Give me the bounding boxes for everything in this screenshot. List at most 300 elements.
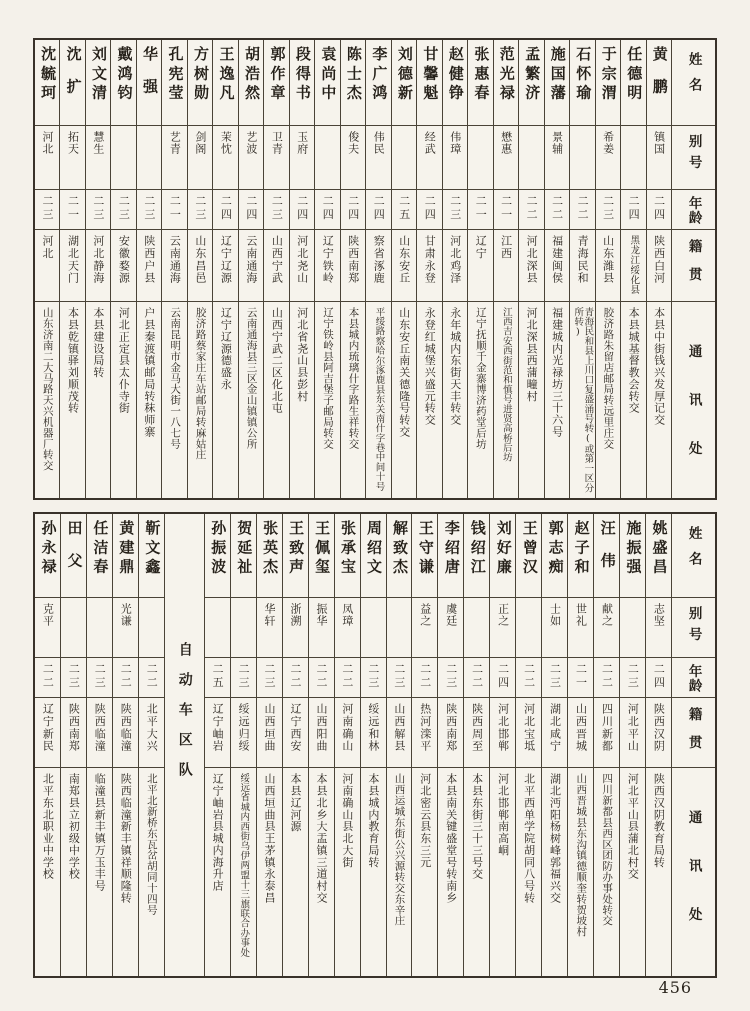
name-cell [239, 40, 263, 126]
address-cell [139, 768, 164, 976]
native-cell [290, 230, 314, 302]
address-cell [35, 768, 60, 976]
alias-cell [60, 126, 84, 190]
age-cell [519, 190, 543, 230]
name-text: 沈扩 [64, 46, 83, 111]
native-cell [239, 230, 263, 302]
age-cell [570, 190, 594, 230]
person-column [365, 40, 390, 498]
address-cell [570, 302, 594, 498]
age-text: 二一 [168, 195, 182, 222]
alias-cell [87, 598, 112, 658]
native-text: 黑龙江绥化县 [628, 235, 640, 295]
address-cell [464, 768, 489, 976]
alias-cell [231, 598, 256, 658]
name-text: 王佩玺 [313, 520, 332, 578]
native-cell [213, 230, 237, 302]
alias-text: 正之 [496, 603, 510, 627]
alias-text: 镇国 [652, 131, 666, 155]
address-text: 云南昆明市金马大街一八七号 [169, 307, 182, 449]
native-cell [516, 698, 541, 768]
address-text: 江西吉安西街范和慎号进贤高桥后坊 [500, 307, 512, 463]
name-cell [162, 40, 186, 126]
address-cell [205, 768, 230, 976]
alias-cell [570, 126, 594, 190]
name-text: 王曾汉 [520, 520, 539, 578]
person-column [360, 514, 386, 976]
age-cell [516, 658, 541, 698]
address-text: 本县城内琉璃什字路生祥转交 [347, 307, 360, 449]
age-text: 二二 [470, 663, 484, 690]
person-column [411, 514, 437, 976]
person-column [437, 514, 463, 976]
native-text: 辽宁 [474, 235, 488, 260]
address-text: 陕西临潼新丰镇祥顺隆转 [119, 773, 133, 904]
name-cell [188, 40, 212, 126]
age-cell [264, 190, 288, 230]
name-text: 方树勋 [191, 46, 210, 104]
age-text: 二三 [67, 663, 81, 690]
address-cell [468, 302, 492, 498]
address-cell [647, 302, 671, 498]
native-cell [570, 230, 594, 302]
alias-text: 振华 [314, 603, 328, 627]
alias-text: 光谦 [119, 603, 133, 627]
name-cell [392, 40, 416, 126]
person-column [442, 40, 467, 498]
alias-cell [283, 598, 308, 658]
person-column [489, 514, 515, 976]
address-cell [257, 768, 282, 976]
address-text: 户县秦渡镇邮局转秣师寨 [142, 307, 156, 438]
column-header-native [672, 230, 715, 302]
alias-cell [412, 598, 437, 658]
column-header-alias [672, 126, 715, 190]
alias-text: 玉府 [295, 131, 309, 155]
person-column [595, 40, 620, 498]
native-cell [35, 698, 60, 768]
directory-table-top [33, 38, 717, 500]
column-header-name [672, 40, 715, 126]
name-text: 李广鸿 [370, 46, 389, 104]
age-cell [335, 658, 360, 698]
native-cell [283, 698, 308, 768]
column-header-age [672, 658, 715, 698]
name-text: 王守谦 [416, 520, 435, 578]
address-text: 永登红城堡兴盛元转交 [423, 307, 437, 426]
name-cell [516, 514, 541, 598]
address-text: 本县东街三十三号交 [470, 773, 484, 880]
native-text: 河北尧山 [295, 235, 309, 285]
unit-section-label [165, 514, 204, 976]
alias-cell [417, 126, 441, 190]
age-text: 二四 [372, 195, 386, 222]
address-text: 绥远省城内西街乌伊两盟十三旗联合办事处 [238, 773, 250, 958]
address-cell [35, 302, 59, 498]
age-cell [621, 190, 645, 230]
native-cell [468, 230, 492, 302]
name-text: 孔宪莹 [166, 46, 185, 104]
person-column [416, 40, 441, 498]
address-cell [283, 768, 308, 976]
age-text: 二二 [314, 663, 328, 690]
address-text: 辽宁抚顺千金寨博济药堂后坊 [474, 307, 487, 449]
person-column [110, 40, 135, 498]
address-cell [545, 302, 569, 498]
address-cell [490, 768, 515, 976]
address-text: 河北邯郸南高峒 [496, 773, 510, 857]
name-cell [542, 514, 567, 598]
native-cell [387, 698, 412, 768]
name-text: 张承宝 [339, 520, 358, 578]
age-cell [417, 190, 441, 230]
address-cell [417, 302, 441, 498]
alias-text: 俊夫 [346, 131, 360, 155]
name-text: 赵健铮 [446, 46, 465, 104]
native-text: 辽宁西安 [289, 703, 302, 753]
age-cell [646, 658, 671, 698]
name-text: 黄鹏 [650, 46, 669, 111]
native-text: 云南通海 [168, 235, 182, 285]
native-cell [542, 698, 567, 768]
name-cell [596, 40, 620, 126]
age-cell [568, 658, 593, 698]
address-text: 南郑县立初级中学校 [67, 773, 81, 880]
name-text: 范光禄 [497, 46, 516, 104]
name-cell [35, 40, 59, 126]
age-cell [392, 190, 416, 230]
age-cell [647, 190, 671, 230]
column-header-alias-label: 别号 [685, 134, 702, 176]
native-cell [647, 230, 671, 302]
native-text: 山西阳曲 [314, 703, 328, 753]
native-cell [366, 230, 390, 302]
native-text: 甘肃永登 [423, 235, 437, 285]
native-text: 河北鸡泽 [448, 235, 462, 285]
native-cell [341, 230, 365, 302]
name-cell [621, 40, 645, 126]
address-cell [60, 302, 84, 498]
address-text: 北平西单学院胡同八号转 [522, 773, 536, 904]
native-text: 辽宁岫岩 [211, 703, 225, 753]
person-column [238, 40, 263, 498]
name-cell [464, 514, 489, 598]
native-text: 热河滦平 [418, 703, 432, 753]
alias-cell [568, 598, 593, 658]
address-cell [596, 302, 620, 498]
native-cell [620, 698, 645, 768]
native-cell [646, 698, 671, 768]
native-text: 河北静海 [91, 235, 105, 285]
person-column [541, 514, 567, 976]
age-text: 二四 [219, 195, 233, 222]
alias-cell [61, 598, 86, 658]
native-text: 山西宁武 [270, 235, 284, 285]
alias-cell [35, 126, 59, 190]
address-cell [231, 768, 256, 976]
native-text: 湖北咸宁 [548, 703, 562, 753]
name-cell [257, 514, 282, 598]
age-text: 二四 [295, 195, 309, 222]
person-column [569, 40, 594, 498]
age-text: 二一 [499, 195, 513, 222]
age-text: 二一 [574, 663, 588, 690]
age-text: 二三 [40, 195, 54, 222]
directory-table-bottom [33, 512, 717, 978]
address-cell [111, 302, 135, 498]
native-text: 陕西南郑 [444, 703, 458, 753]
age-cell [87, 658, 112, 698]
alias-text: 希姜 [601, 131, 615, 155]
person-column [289, 40, 314, 498]
name-text: 孙永禄 [39, 520, 58, 578]
alias-cell [468, 126, 492, 190]
name-text: 于宗渭 [599, 46, 618, 104]
person-column [493, 40, 518, 498]
native-cell [519, 230, 543, 302]
name-cell [290, 40, 314, 126]
age-cell [443, 190, 467, 230]
alias-text: 华轩 [263, 603, 277, 627]
native-text: 山西晋城 [574, 703, 588, 753]
native-cell [137, 230, 161, 302]
native-cell [545, 230, 569, 302]
name-text: 刘德新 [395, 46, 414, 104]
alias-cell [519, 126, 543, 190]
age-cell [231, 658, 256, 698]
age-text: 二二 [525, 195, 539, 222]
name-cell [646, 514, 671, 598]
address-text: 本县城基督教会转交 [627, 307, 641, 414]
alias-cell [542, 598, 567, 658]
name-cell [468, 40, 492, 126]
alias-cell [137, 126, 161, 190]
age-text: 二四 [346, 195, 360, 222]
alias-cell [647, 126, 671, 190]
address-cell [137, 302, 161, 498]
native-text: 河北平山 [626, 703, 640, 753]
native-cell [594, 698, 619, 768]
age-text: 二三 [263, 663, 277, 690]
alias-cell [205, 598, 230, 658]
address-cell [315, 302, 339, 498]
person-column [59, 40, 84, 498]
address-text: 山西运城东街公兴源转交东辛庄 [393, 773, 406, 926]
age-cell [494, 190, 518, 230]
name-text: 钱绍江 [468, 520, 487, 578]
native-text: 河北宝坻 [522, 703, 536, 753]
native-text: 绥远和林 [366, 703, 380, 753]
age-cell [468, 190, 492, 230]
age-text: 二二 [289, 663, 302, 690]
age-cell [596, 190, 620, 230]
column-header-name [672, 514, 715, 598]
native-cell [335, 698, 360, 768]
header-column [671, 40, 715, 498]
native-text: 福建闽侯 [550, 235, 564, 285]
name-text: 沈毓珂 [39, 46, 58, 104]
address-text: 河北深县西蒲疃村 [525, 307, 539, 403]
page-number: 456 [658, 978, 692, 997]
age-text: 二三 [392, 663, 406, 690]
alias-text: 浙溯 [289, 603, 302, 627]
name-text: 解致杰 [390, 520, 409, 578]
alias-cell [35, 598, 60, 658]
age-cell [361, 658, 386, 698]
address-text: 青海民和县上川口复盛涌号转(或第一区分所转) [572, 307, 594, 493]
name-cell [490, 514, 515, 598]
alias-text: 益之 [418, 603, 432, 627]
alias-cell [111, 126, 135, 190]
person-column [256, 514, 282, 976]
age-text: 二四 [652, 663, 666, 690]
native-text: 陕西周至 [470, 703, 484, 753]
column-header-address-label: 通讯处 [685, 810, 702, 956]
age-cell [620, 658, 645, 698]
age-cell [86, 190, 110, 230]
name-text: 甘馨魁 [421, 46, 440, 104]
name-cell [387, 514, 412, 598]
address-cell [213, 302, 237, 498]
native-text: 山东安丘 [397, 235, 411, 285]
address-cell [516, 768, 541, 976]
age-text: 二三 [142, 195, 156, 222]
name-cell [620, 514, 645, 598]
alias-cell [315, 126, 339, 190]
age-text: 二四 [652, 195, 666, 222]
name-cell [335, 514, 360, 598]
name-cell [412, 514, 437, 598]
name-cell [283, 514, 308, 598]
address-text: 陕西汉阴教育局转 [652, 773, 666, 869]
age-cell [162, 190, 186, 230]
age-cell [213, 190, 237, 230]
address-text: 胶济路蔡家庄车站邮局转麻姑庄 [194, 307, 207, 460]
age-cell [113, 658, 138, 698]
name-text: 任德明 [625, 46, 644, 104]
alias-text: 伟民 [372, 131, 386, 155]
person-column [515, 514, 541, 976]
alias-cell [309, 598, 334, 658]
native-cell [464, 698, 489, 768]
age-cell [545, 190, 569, 230]
native-cell [257, 698, 282, 768]
native-text: 辽宁新民 [41, 703, 55, 753]
native-cell [113, 698, 138, 768]
alias-cell [264, 126, 288, 190]
column-header-address-label: 通讯处 [685, 344, 702, 490]
native-text: 北平大兴 [145, 703, 159, 753]
name-cell [137, 40, 161, 126]
age-cell [490, 658, 515, 698]
person-column [314, 40, 339, 498]
address-text: 平绥路察哈尔涿鹿县东关南什字巷中间十号 [373, 307, 385, 492]
age-text: 二三 [448, 195, 462, 222]
address-cell [646, 768, 671, 976]
name-text: 郭志痴 [546, 520, 565, 578]
person-column [619, 514, 645, 976]
name-text: 张英杰 [261, 520, 280, 578]
age-cell [283, 658, 308, 698]
age-text: 二三 [193, 195, 207, 222]
name-cell [647, 40, 671, 126]
age-text: 二五 [211, 663, 225, 690]
name-cell [231, 514, 256, 598]
native-cell [443, 230, 467, 302]
name-text: 张惠春 [472, 46, 491, 104]
name-cell [438, 514, 463, 598]
native-text: 河北 [40, 235, 54, 260]
alias-cell [86, 126, 110, 190]
person-column [85, 40, 110, 498]
name-text: 郭作章 [268, 46, 287, 104]
address-cell [443, 302, 467, 498]
person-column [230, 514, 256, 976]
alias-text: 志坚 [652, 603, 666, 627]
address-cell [494, 302, 518, 498]
column-header-age-label: 年龄 [685, 664, 702, 694]
alias-text: 世礼 [574, 603, 588, 627]
alias-text: 景辅 [550, 131, 564, 155]
address-cell [621, 302, 645, 498]
native-cell [60, 230, 84, 302]
age-text: 二二 [600, 663, 614, 690]
name-text: 陈士杰 [344, 46, 363, 104]
name-text: 孟繁济 [523, 46, 542, 104]
age-cell [61, 658, 86, 698]
address-text: 河北省尧山县彭村 [295, 307, 309, 403]
person-column [35, 514, 60, 976]
address-cell [519, 302, 543, 498]
native-text: 湖北天门 [66, 235, 80, 285]
name-cell [315, 40, 339, 126]
name-cell [139, 514, 164, 598]
native-text: 云南通海 [244, 235, 258, 285]
person-column [263, 40, 288, 498]
person-column [138, 514, 164, 976]
name-text: 施国藩 [548, 46, 567, 104]
age-cell [341, 190, 365, 230]
age-cell [438, 658, 463, 698]
age-cell [188, 190, 212, 230]
age-cell [257, 658, 282, 698]
person-column [60, 514, 86, 976]
alias-text: 献之 [600, 603, 614, 627]
age-text: 二一 [66, 195, 80, 222]
alias-text: 艺波 [244, 131, 258, 155]
person-column [544, 40, 569, 498]
name-text: 施振强 [624, 520, 643, 578]
name-text: 袁尚中 [319, 46, 338, 104]
name-text: 王致声 [287, 520, 306, 578]
alias-cell [113, 598, 138, 658]
age-text: 二二 [576, 195, 590, 222]
person-column [620, 40, 645, 498]
address-text: 四川新都县西区团防办事处转交 [601, 773, 614, 926]
address-text: 本县辽河源 [289, 773, 302, 833]
column-header-alias [672, 598, 715, 658]
name-text: 贺延祉 [235, 520, 254, 578]
person-column [161, 40, 186, 498]
unit-section-column [164, 514, 204, 976]
native-text: 绥远归绥 [237, 703, 251, 753]
alias-cell [335, 598, 360, 658]
person-column [463, 514, 489, 976]
alias-text: 伟璋 [448, 131, 462, 155]
age-cell [60, 190, 84, 230]
name-text: 王逸凡 [217, 46, 236, 104]
name-cell [86, 40, 110, 126]
